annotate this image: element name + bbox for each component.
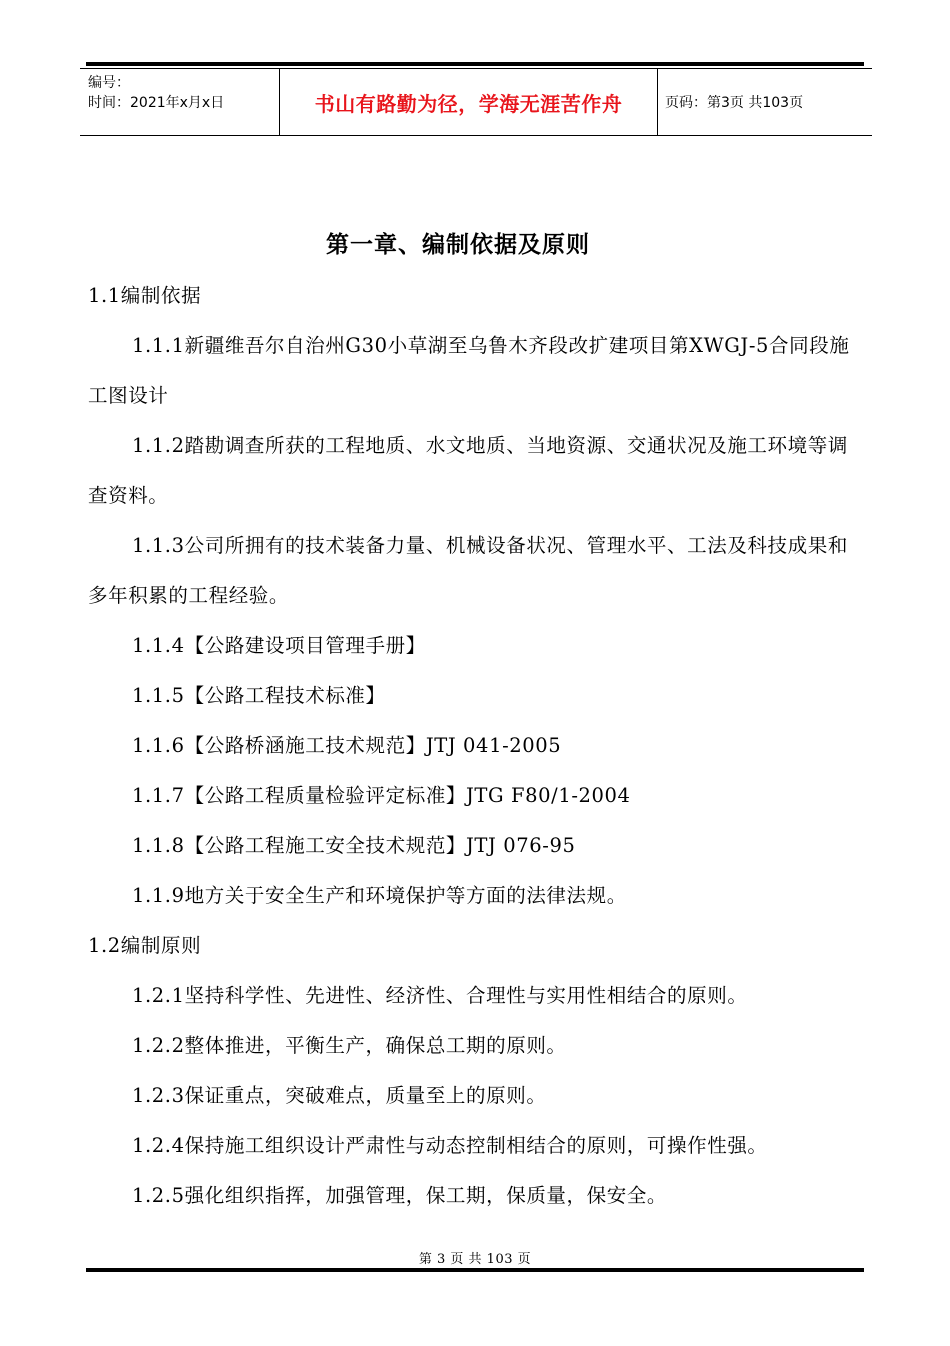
header-bottom-rule [80,135,872,136]
header-meta-cell [80,69,280,135]
list-item-1-1-8: 1.1.8【公路工程施工安全技术规范】JTJ 076-95 [132,834,576,857]
list-item-1-1-6: 1.1.6【公路桥涵施工技术规范】JTJ 041-2005 [132,734,562,757]
footer-page-number: 第 3 页 共 103 页 [418,1252,532,1267]
header-motto: 书山有路勤为径，学海无涯苦作舟 [314,91,623,116]
header-page-code: 页码：第3页 共103页 [665,95,804,111]
footer-rule [86,1268,864,1272]
list-item-1-2-3: 1.2.3保证重点，突破难点，质量至上的原则。 [132,1084,547,1107]
list-item-1-1-2: 1.1.2踏勘调查所获的工程地质、水文地质、当地资源、交通状况及施工环境等调查资料。 [88,434,848,507]
list-item-1-1-9: 1.1.9地方关于安全生产和环境保护等方面的法律法规。 [132,884,627,907]
list-item-1-2-5: 1.2.5强化组织指挥，加强管理，保工期，保质量，保安全。 [132,1184,668,1207]
section-heading-1-2: 1.2编制原则 [88,934,202,957]
header-page-cell [658,69,872,135]
list-item-1-1-5: 1.1.5【公路工程技术标准】 [132,684,386,707]
list-item-1-1-7: 1.1.7【公路工程质量检验评定标准】JTG F80/1-2004 [132,784,631,807]
list-item-1-2-2: 1.2.2整体推进，平衡生产，确保总工期的原则。 [132,1034,567,1057]
header-top-rule [86,62,864,66]
list-item-1-1-3: 1.1.3公司所拥有的技术装备力量、机械设备状况、管理水平、工法及科技成果和多年积累的工程经验。 [88,534,848,607]
list-item-1-1-4: 1.1.4【公路建设项目管理手册】 [132,634,426,657]
header-motto-cell [280,69,658,135]
list-item-1-2-1: 1.2.1坚持科学性、先进性、经济性、合理性与实用性相结合的原则。 [132,984,748,1007]
chapter-title: 第一章、编制依据及原则 [326,232,590,258]
list-item-1-2-4: 1.2.4保持施工组织设计严肃性与动态控制相结合的原则，可操作性强。 [132,1134,768,1157]
header-time-label: 时间：2021年x月x日 [88,95,225,111]
section-heading-1-1: 1.1编制依据 [88,284,202,307]
list-item-1-1-1: 1.1.1新疆维吾尔自治州G30小草湖至乌鲁木齐段改扩建项目第XWGJ-5合同段施工图设计 [88,334,850,407]
header-number-label: 编号： [88,75,130,91]
